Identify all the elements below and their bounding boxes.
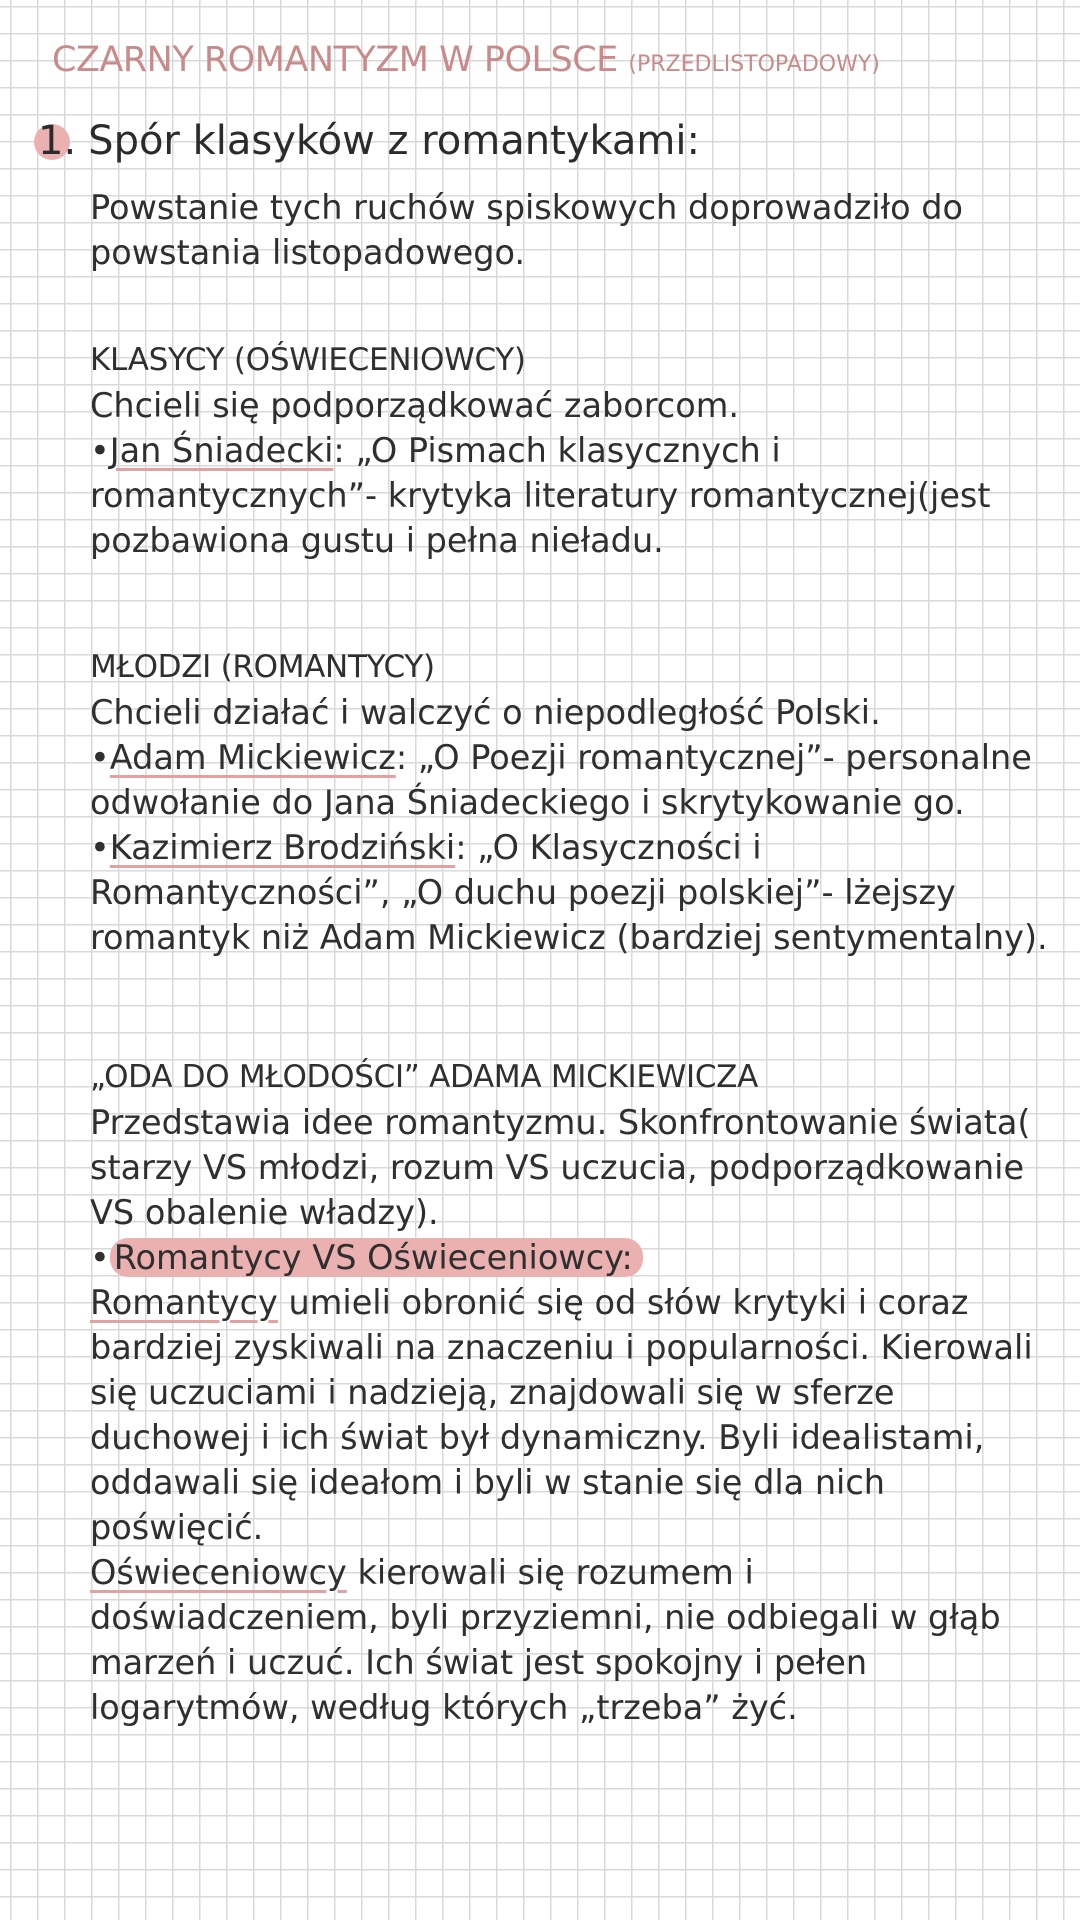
oda-section xyxy=(90,1055,1050,1730)
title-sub: (PRZEDLISTOPADOWY) xyxy=(628,52,880,77)
oda-highlight-line: • Romantycy VS Oświeceniowcy: xyxy=(90,1235,1050,1280)
klasycy-bullet-name: Jan Śniadecki xyxy=(109,431,334,470)
mlodzi-bullet-1: •Adam Mickiewicz: „O Poezji romantycznej”- personalne odwołanie do Jana Śniadeckiego i skrytykowanie go. xyxy=(90,738,1032,822)
intro-text: Powstanie tych ruchów spiskowych doprowadziło do powstania listopadowego. xyxy=(90,188,964,272)
section-heading xyxy=(38,118,700,164)
romantycy-word: Romantycy xyxy=(90,1283,278,1322)
klasycy-bullet-text: : „O Pismach klasycznych i romantycznych”- krytyka literatury romantycznej(jest pozbawiona gustu i pełna nieładu. xyxy=(90,431,991,560)
oda-text: Przedstawia idee romantyzmu. Skonfrontowanie świata( starzy VS młodzi, rozum VS uczucia, podporządkowanie VS obalenie władzy). xyxy=(90,1103,1031,1232)
page-title xyxy=(52,40,880,80)
oswieceniowcy-word: Oświeceniowcy xyxy=(90,1553,347,1592)
romantycy-text: umieli obronić się od słów krytyki i coraz bardziej zyskiwali na znaczeniu i popularności. Kierowali się uczuciami i nadzieją, znajdowali się w sferze duchowej i ich świat był dynamiczny. Byli idealistami, oddawali się ideałom i byli w stanie się dla nich poświęcić. xyxy=(90,1283,1033,1547)
section-number: 1. xyxy=(38,118,77,164)
klasycy-title: KLASYCY (OŚWIECENIOWCY) xyxy=(90,342,526,378)
klasycy-section xyxy=(90,338,1050,563)
mlodzi-bullet-1-text: : „O Poezji romantycznej”- personalne odwołanie do Jana Śniadeckiego i skrytykowanie go. xyxy=(90,738,1032,822)
mlodzi-bullet-2-name: Kazimierz Brodziński xyxy=(109,828,456,867)
mlodzi-bullet-1-name: Adam Mickiewicz xyxy=(109,738,396,777)
romantycy-paragraph xyxy=(90,1280,1050,1550)
mlodzi-title: MŁODZI (ROMANTYCY) xyxy=(90,649,435,685)
mlodzi-bullet-2: •Kazimierz Brodziński: „O Klasyczności i Romantyczności”, „O duchu poezji polskiej”- lżejszy romantyk niż Adam Mickiewicz (bardziej sentymentalny). xyxy=(90,828,1048,957)
intro-paragraph xyxy=(90,185,1050,275)
oda-highlight: Romantycy VS Oświeceniowcy: xyxy=(110,1238,643,1277)
title-main: CZARNY ROMANTYZM W POLSCE xyxy=(52,40,618,80)
oswieceniowcy-text: kierowali się rozumem i doświadczeniem, byli przyziemni, nie odbiegali w głąb marzeń i uczuć. Ich świat jest spokojny i pełen logarytmów, według których „trzeba” żyć. xyxy=(90,1553,1001,1727)
oswieceniowcy-paragraph xyxy=(90,1550,1050,1730)
mlodzi-line: Chcieli działać i walczyć o niepodległość Polski. xyxy=(90,693,881,732)
section-heading-text: Spór klasyków z romantykami: xyxy=(88,118,700,164)
klasycy-line: Chcieli się podporządkować zaborcom. xyxy=(90,386,739,425)
klasycy-bullet: •Jan Śniadecki: „O Pismach klasycznych i romantycznych”- krytyka literatury romantycznej(jest pozbawiona gustu i pełna nieładu. xyxy=(90,431,991,560)
mlodzi-section xyxy=(90,645,1050,960)
oda-title: „ODA DO MŁODOŚCI” ADAMA MICKIEWICZA xyxy=(90,1059,759,1095)
mlodzi-bullet-2-text: : „O Klasyczności i Romantyczności”, „O duchu poezji polskiej”- lżejszy romantyk niż Adam Mickiewicz (bardziej sentymentalny). xyxy=(90,828,1048,957)
